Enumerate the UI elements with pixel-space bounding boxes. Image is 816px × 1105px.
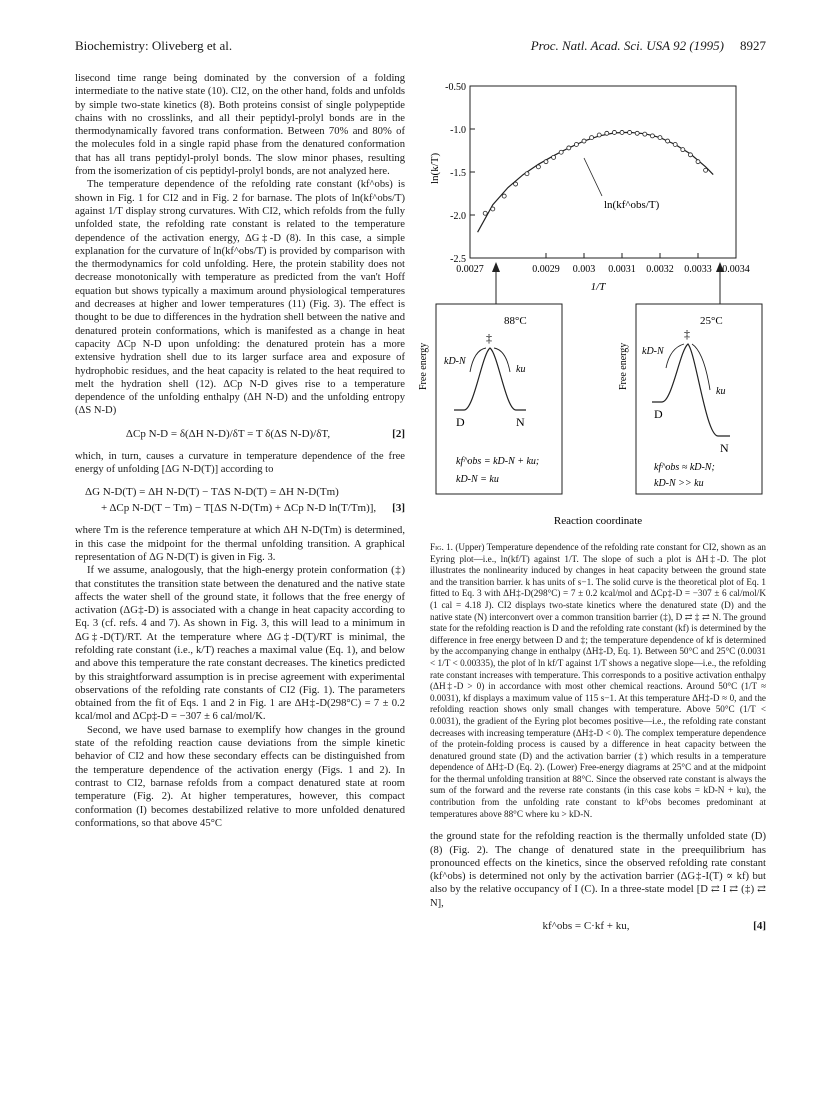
data-point bbox=[658, 136, 662, 140]
caption-text: (Upper) Temperature dependence of the refolding rate constant for CI2, shown as an Eyring plot—i.e., ln(kf/T) against 1/T. The slope of such a plot is ΔH‡-D. The plot illustrates the nonlinearity induced by changes in heat capacity between the ground state and the transition barrier. k has units of s−1. The solid curve is the theoretical plot of Eq. 1 fitted to Eq. 3 with ΔH‡-D(298°C) = 7 ± 0.2 kcal/mol and ΔCp‡-D = −307 ± 6 cal/mol/K (1 cal = 4.18 J). CI2 displays two-state kinetics where the denatured state (D) and the native state (N) interconvert over a common transition barrier (‡), D ⇄ ‡ ⇄ N. The ground state for the refolding reaction is D and the refolding rate constant (kf) is determined by the difference in free energy between D and ‡; the temperature dependence of kf is determined by the accompanying change in enthalpy (ΔH‡-D, Eq. 1). Between 50°C and 25°C (0.0031 < 1/T < 0.00335), the plot of ln kf/T against 1/T shows a negative slope—i.e., the refolding rate constant increases with temperature. This corresponds to a positive activation enthalpy (ΔH‡-D > 0) in accordance with most other chemical reactions. Around 50°C (1/T ≈ 0.0031), kf displays a maximum value of 115 s−1. At this temperature ΔH‡-D ≈ 0, and the refolding reaction shows only small changes with temperature. Above 50°C (1/T < 0.0031), the gradient of the Eyring plot becomes positive—i.e., the refolding rate constant decreases with increasing temperature (ΔH‡-D < 0). The complex temperature dependence of the protein-folding process is caused by a difference in heat capacity between the denatured ground state (D) and the activation barrier (‡) which results in a temperature dependence of ΔH‡-D (Eq. 2). (Lower) Free-energy diagrams at 25°C and at the midpoint for the thermal unfolding transition at 88°C. Since the observed rate constant is always the sum of the forward and the reverse rate constants (in this case kobs = kD-N + ku), the contribution from the unfolding rate constant to kf^obs becomes predominant at temperatures above 88°C where ku > kD-N. bbox=[430, 542, 766, 819]
y-axis-ticks bbox=[445, 82, 475, 265]
equation-2 bbox=[75, 426, 405, 442]
equation-4-number: [4] bbox=[753, 920, 766, 933]
d-25c: D bbox=[654, 407, 663, 421]
eq2-25c: kD-N >> ku bbox=[654, 478, 704, 489]
kdn-25c: kD-N bbox=[642, 346, 664, 357]
data-point bbox=[567, 146, 571, 150]
paragraph-3: which, in turn, causes a curvature in temperature dependence of the free energy of unfolding [ΔG N-D(T)] according to bbox=[75, 450, 405, 476]
eq1-25c: kf^obs ≈ kD-N; bbox=[654, 462, 715, 473]
n-25c: N bbox=[720, 441, 729, 455]
data-point bbox=[704, 168, 708, 172]
y-tick-label: -0.50 bbox=[445, 82, 466, 93]
running-header-left: Biochemistry: Oliveberg et al. bbox=[75, 38, 233, 53]
y-tick-label: -1.0 bbox=[450, 125, 466, 136]
x-tick-label: 0.0031 bbox=[608, 264, 636, 275]
x-tick-label: 0.0034 bbox=[722, 264, 750, 275]
equation-4 bbox=[430, 918, 766, 934]
data-point bbox=[552, 155, 556, 159]
x-axis-label: 1/T bbox=[590, 281, 606, 293]
data-point bbox=[612, 130, 616, 134]
data-point bbox=[582, 139, 586, 143]
data-point bbox=[525, 172, 529, 176]
paragraph-5: If we assume, analogously, that the high-energy protein conformation (‡) that constitutes the transition state between the denatured and the native state affects the water shell of the ground state, it follows that the free energy of activation (ΔG‡-D) is associated with a change in heat capacity according to Eq. 3 (cf. refs. 4 and 7). As shown in Fig. 3, this will lead to a minimum in ΔG‡-D(T)/RT. At the temperature where ΔG‡-D(T)/RT is minimal, the refolding rate constant (i.e., k/T) reaches a maximal value (Eq. 1), and below and above this temperature the rate constant decreases. The kinetics predicted by this straightforward assumption is in precise agreement with experimental observations of the refolding rate constants of CI2 (Fig. 1). The parameters obtained from the fit of Eqs. 1 and 2 in Fig. 1 are ΔH‡-D(298°C) = 7 ± 0.2 kcal/mol and ΔCp‡-D = −307 ± 6 cal/mol/K. bbox=[75, 565, 405, 723]
arrow-88-head bbox=[492, 262, 500, 272]
x-axis-ticks bbox=[456, 253, 750, 275]
data-point bbox=[597, 133, 601, 137]
data-point bbox=[502, 194, 506, 198]
data-point bbox=[574, 142, 578, 146]
y-tick-label: -2.5 bbox=[450, 254, 466, 265]
y-tick-label: -2.0 bbox=[450, 211, 466, 222]
curve-label-leader bbox=[584, 158, 602, 196]
figure-1-caption bbox=[430, 542, 766, 820]
x-tick-label: 0.0033 bbox=[684, 264, 712, 275]
page-number: 8927 bbox=[740, 38, 766, 53]
data-point bbox=[681, 148, 685, 152]
equation-4-body: kf^obs = C·kf + ku, bbox=[542, 920, 630, 933]
data-point bbox=[643, 132, 647, 136]
right-column bbox=[418, 72, 766, 942]
x-tick-label: 0.0027 bbox=[456, 264, 484, 275]
equation-3-number: [3] bbox=[392, 502, 405, 515]
ku-88c: ku bbox=[516, 364, 526, 375]
data-point bbox=[673, 142, 677, 146]
data-point bbox=[696, 160, 700, 164]
curve-label: ln(kf^obs/T) bbox=[604, 199, 660, 211]
paragraph-6: Second, we have used barnase to exemplify how changes in the ground state of the refolding reaction cause deviations from the simple kinetic behavior of CI2 and how these secondary effects can be distinguished from the temperature dependence of the activation energy (Figs. 1 and 2). In contrast to CI2, barnase refolds from a compact denatured state at room temperature (Fig. 2). At higher temperatures, however, this compact conformation (I) becomes destabilized relative to more unfolded denatured conformations, so that above 45°C bbox=[75, 724, 405, 829]
paragraph-right-1: the ground state for the refolding reaction is the thermally unfolded state (D) (8) (Fig. 2). The change of denatured state in the preequilibrium has pronounced effects on the kinetics, since the observed refolding rate constant (kf^obs) is determined not only by the activation barrier (ΔG‡-I(T) ∝ kf) but also by the relative occupancy of I (C). In a three-state model [D ⇄ I ⇄ (‡) ⇄ N], bbox=[430, 831, 766, 909]
journal-citation: Proc. Natl. Acad. Sci. USA 92 (1995) bbox=[530, 38, 724, 53]
eq1-88c: kf^obs = kD-N + ku; bbox=[456, 456, 540, 467]
temp-25c: 25°C bbox=[700, 315, 723, 327]
temp-88c: 88°C bbox=[504, 315, 527, 327]
d-88c: D bbox=[456, 415, 465, 429]
ts-88c: ‡ bbox=[486, 331, 492, 345]
plot-frame bbox=[470, 86, 736, 258]
data-point bbox=[605, 131, 609, 135]
reaction-coordinate-label: Reaction coordinate bbox=[553, 515, 643, 527]
kdn-88c: kD-N bbox=[444, 356, 466, 367]
arrow-ku-25c bbox=[692, 344, 710, 390]
equation-3 bbox=[75, 484, 405, 516]
data-point bbox=[628, 130, 632, 134]
figure-1 bbox=[418, 72, 766, 532]
left-column bbox=[75, 72, 405, 830]
paragraph-1: lisecond time range being dominated by the conversion of a folding intermediate to the native state (10). CI2, on the other hand, folds and unfolds by simple two-state kinetics (8). Both proteins consist of single polypeptide chains with no crosslinks, and all their peptidyl-prolyl bonds are in the thermodynamically favored trans conformation. Between 70% and 80% of the molecules fold in a single rapid phase from the denatured conformation that has all trans peptidyl-prolyl bonds. The slow minor phases, resulting from the isomerization of cis peptidyl-prolyl bonds, are not analyzed here. bbox=[75, 73, 405, 178]
diagram-25c bbox=[618, 304, 762, 494]
free-energy-label-right: Free energy bbox=[618, 342, 629, 390]
paragraph-2: The temperature dependence of the refolding rate constant (kf^obs) is shown in Fig. 1 for CI2 and in Fig. 2 for barnase. The plots of ln(kf^obs/T) against 1/T display strong curvatures. With CI2, which refolds from the fully unfolded state, the refolding rate constant is related to the temperature dependence of the activation energy, ΔG‡-D (8). In this case, a simple explanation for the curvature of ln(kf^obs/T) is provided by comparison with the thermodynamics for cold unfolding. Here, the protein stability does not decrease monotonically with temperature as predicted from the van't Hoff equation but shows typically a maximum around physiological temperatures and decreases at higher and lower temperatures (11) (Fig. 3). The effect is thought to be due to differences in the hydration shell between the native and denatured protein conformations, which is manifested as a change in heat capacity ΔCp N-D upon unfolding: the denatured protein has a more extensive hydration shell due to its larger surface area and exposure of hydrophobic residues, and the heat capacity is related to the heat required to melt the hydration shell (12). ΔCp N-D gives rise to a temperature dependence of the unfolding enthalpy (ΔH N-D) and the unfolding entropy (ΔS N-D) bbox=[75, 179, 405, 417]
ts-25c: ‡ bbox=[684, 327, 690, 341]
x-tick-label: 0.003 bbox=[572, 264, 596, 275]
y-tick-label: -1.5 bbox=[450, 168, 466, 179]
x-tick-label: 0.0029 bbox=[532, 264, 560, 275]
equation-3-line-1: ΔG N-D(T) = ΔH N-D(T) − TΔS N-D(T) = ΔH N-D(Tm) bbox=[85, 486, 339, 499]
eq2-88c: kD-N = ku bbox=[456, 474, 499, 485]
caption-lead: Fig. 1. bbox=[430, 542, 453, 552]
data-point bbox=[491, 207, 495, 211]
y-axis-label: ln(k/T) bbox=[429, 152, 441, 184]
n-88c: N bbox=[516, 415, 525, 429]
figure-1-graphic bbox=[418, 72, 766, 532]
arrow-kdn-25c bbox=[666, 344, 684, 368]
x-tick-label: 0.0032 bbox=[646, 264, 674, 275]
running-header-right bbox=[531, 38, 766, 54]
data-point bbox=[620, 130, 624, 134]
eyring-plot bbox=[429, 82, 750, 293]
free-energy-label-left: Free energy bbox=[418, 342, 429, 390]
equation-2-body: ΔCp N-D = δ(ΔH N-D)/δT = T δ(ΔS N-D)/δT, bbox=[125, 427, 331, 440]
data-point bbox=[666, 139, 670, 143]
data-point bbox=[688, 153, 692, 157]
data-point bbox=[650, 134, 654, 138]
data-point bbox=[483, 211, 487, 215]
ku-25c: ku bbox=[716, 386, 726, 397]
data-point bbox=[635, 131, 639, 135]
data-point bbox=[514, 182, 518, 186]
data-points bbox=[483, 130, 707, 215]
diagram-88c bbox=[418, 304, 562, 494]
equation-2-number: [2] bbox=[392, 427, 405, 440]
equation-3-line-2: + ΔCp N-D(T − Tm) − T[ΔS N-D(Tm) + ΔCp N-D ln(T/Tm)], bbox=[101, 502, 377, 515]
data-point bbox=[544, 160, 548, 164]
data-point bbox=[536, 165, 540, 169]
data-point bbox=[559, 150, 563, 154]
paragraph-4: where Tm is the reference temperature at which ΔH N-D(Tm) is determined, in this case the midpoint for the thermal unfolding transition. A graphical representation of ΔG N-D(T) is given in Fig. 3. bbox=[75, 525, 405, 563]
data-point bbox=[590, 136, 594, 140]
